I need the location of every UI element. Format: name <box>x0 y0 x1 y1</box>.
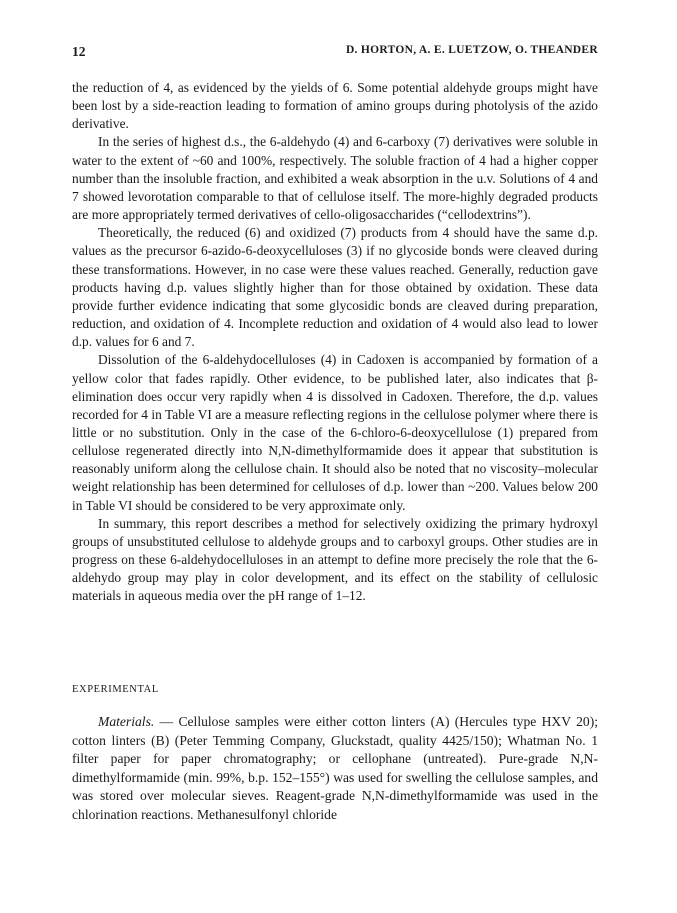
paragraph-summary: In summary, this report describes a method for selectively oxidizing the primary hydroxyl groups of unsubstituted cellulose to aldehyde groups and to carboxyl groups. Other studies are in progress on these 6-aldehydocelluloses in an attempt to define more precisely the role that the 6-aldehydo group may play in color development, and its effect on the stability of cellulosic materials in aqueous media over the pH range of 1–12. <box>72 515 598 604</box>
experimental-section <box>72 713 598 825</box>
paragraph-continuation: the reduction of 4, as evidenced by the yields of 6. Some potential aldehyde groups might have been lost by a side-reaction leading to formation of amino groups during photolysis of the azido derivative. <box>72 80 598 132</box>
paragraph-solubility: In the series of highest d.s., the 6-aldehydo (4) and 6-carboxy (7) derivatives were soluble in water to the extent of ~60 and 100%, respectively. The soluble fraction of 4 had a higher copper number than the insoluble fraction, and exhibited a weak absorption in the u.v. Solutions of 4 and 7 showed levorotation comparable to that of cellulose itself. The more-highly degraded products are more appropriately termed derivatives of cello-oligosaccharides (“cellodextrins”). <box>72 134 598 223</box>
running-head <box>72 44 598 62</box>
body-text <box>72 79 598 606</box>
materials-text: — Cellulose samples were either cotton linters (A) (Hercules type HXV 20); cotton linters (B) (Peter Temming Company, Gluckstadt, quality 4425/150); Whatman No. 1 filter paper for paper chromatography; or cellophane (untreated). Pure-grade N,N-dimethylformamide (min. 99%, b.p. 152–155°) was used for swelling the cellulose samples, and was stored over molecular sieves. Reagent-grade N,N-dimethylformamide was used in the chlorination reactions. Methanesulfonyl chloride <box>72 714 598 822</box>
page-number: 12 <box>72 44 86 59</box>
section-heading: EXPERIMENTAL <box>72 684 159 695</box>
paragraph-materials <box>72 713 598 825</box>
materials-lead-in: Materials. <box>98 714 155 729</box>
running-head-authors: D. HORTON, A. E. LUETZOW, O. THEANDER <box>345 44 598 56</box>
paragraph-cadoxen: Dissolution of the 6-aldehydocelluloses (4) in Cadoxen is accompanied by formation of a yellow color that fades rapidly. Other evidence, to be published later, also indicates that β-elimination does occur very rapidly when 4 is dissolved in Cadoxen. Therefore, the d.p. values recorded for 4 in Table VI are a measure reflecting regions in the cellulose polymer where there is little or no substitution. Only in the case of the 6-chloro-6-deoxycellulose (1) prepared from cellulose regenerated directly into N,N-dimethylformamide does it appear that substitution is reasonably uniform along the cellulose chain. It should also be noted that no viscosity–molecular weight relationship has been determined for celluloses of d.p. lower than ~200. Values below 200 in Table VI should be considered to be very approximate only. <box>72 352 598 513</box>
paragraph-dp-values: Theoretically, the reduced (6) and oxidized (7) products from 4 should have the same d.p. values as the precursor 6-azido-6-deoxycelluloses (3) if no glycoside bonds were cleaved during these transformations. However, in no case were these values reached. Generally, reduction gave products having d.p. values slightly higher than for those obtained by oxidation. These data provide further evidence indicating that some glycosidic bonds are cleaved during preparation, reduction, and oxidation of 4. Incomplete reduction and oxidation of 4 would also lead to lower d.p. values for 6 and 7. <box>72 225 598 350</box>
